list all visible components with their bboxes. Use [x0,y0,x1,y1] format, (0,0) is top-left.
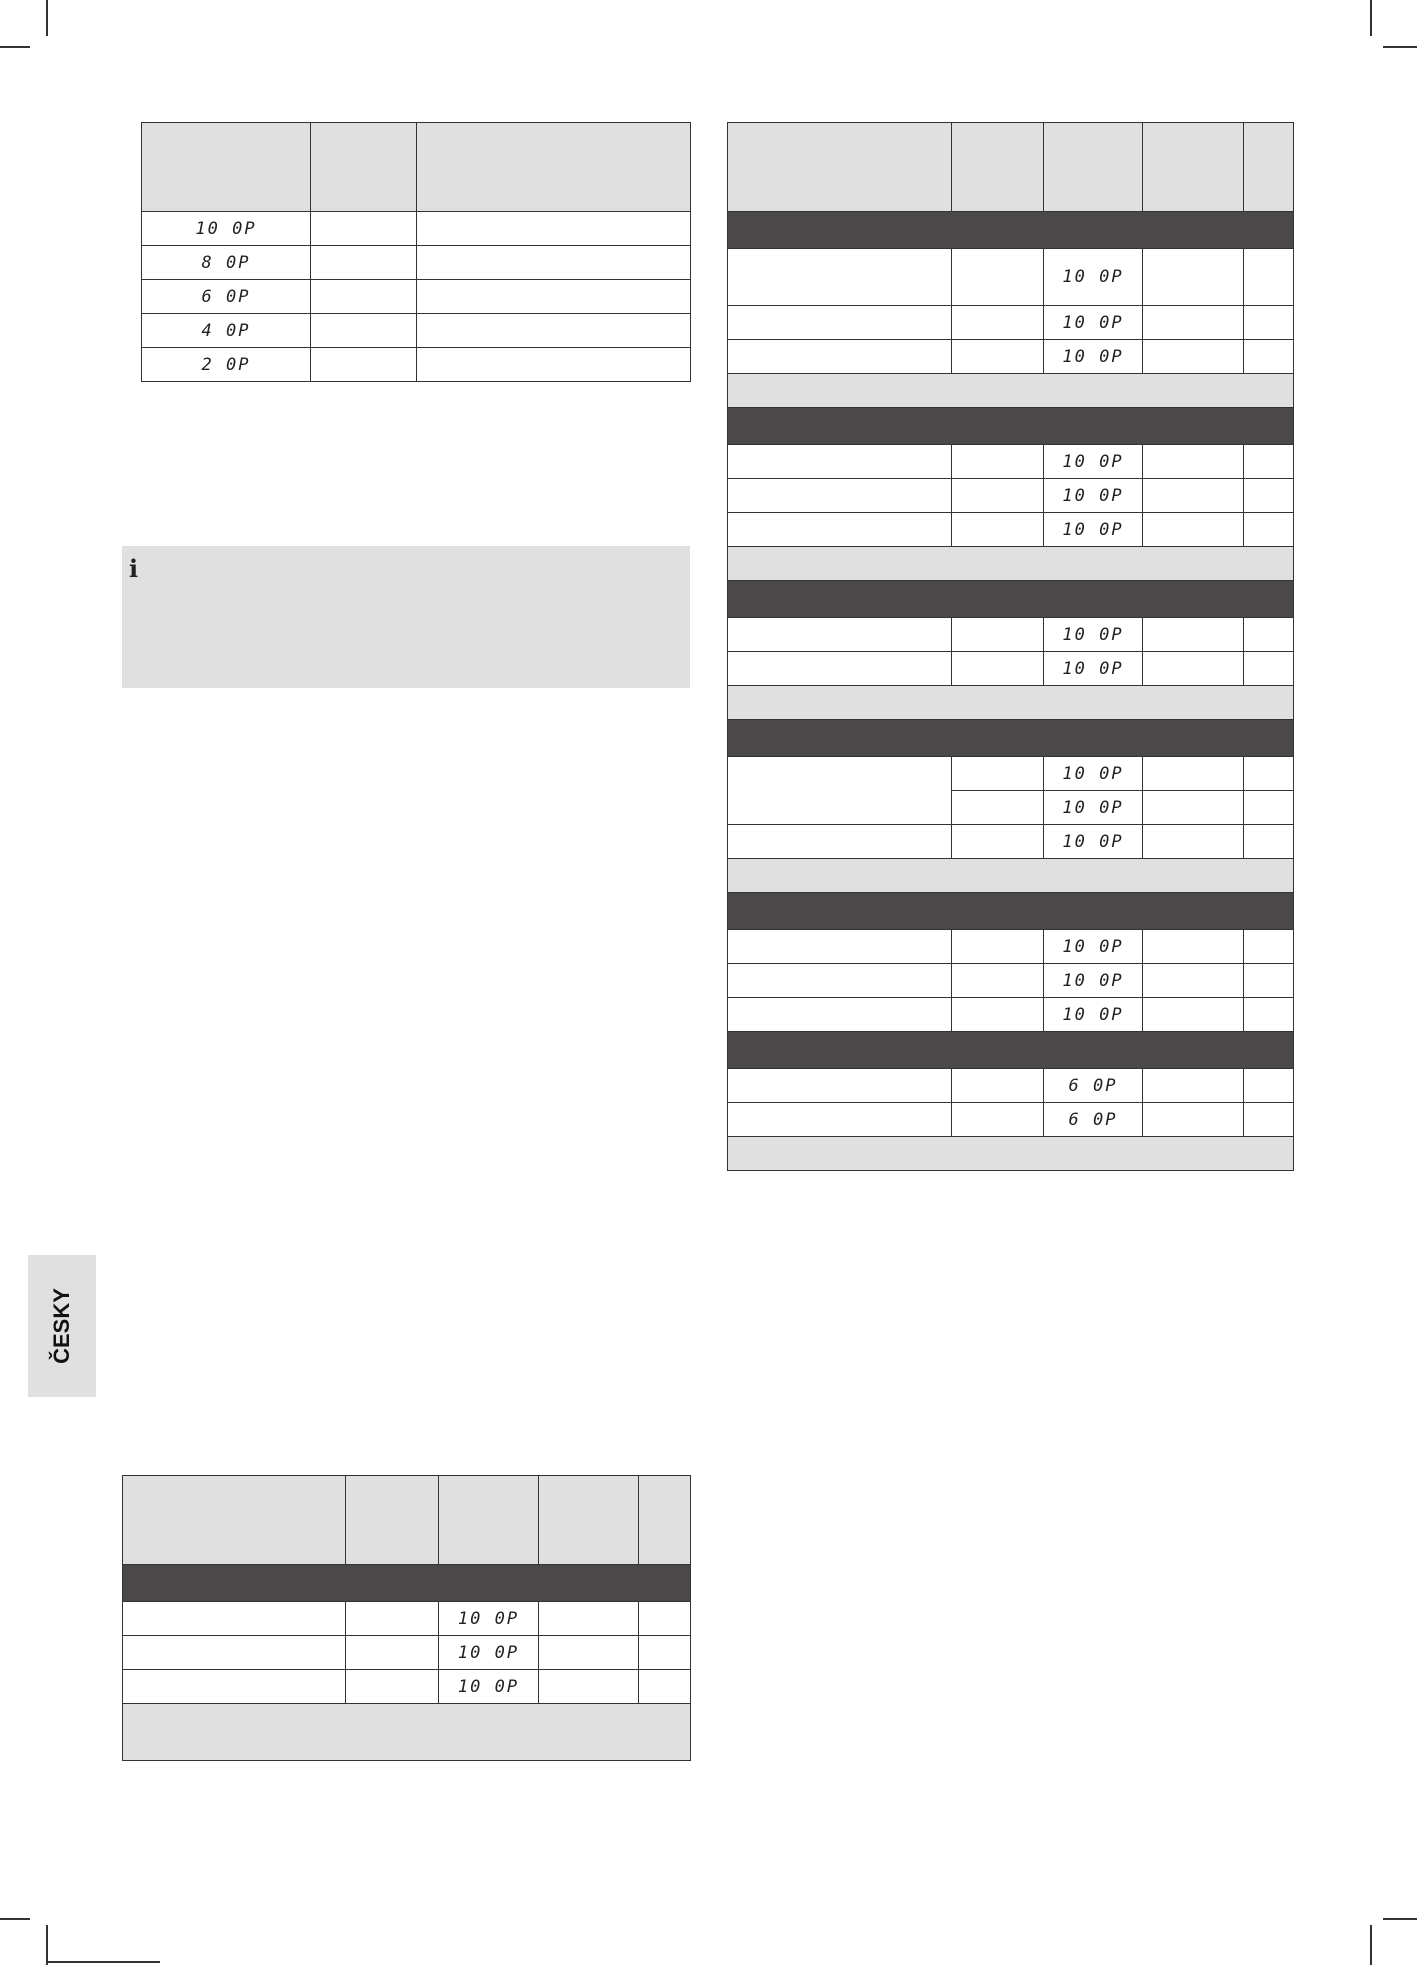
section-header [728,1032,1294,1069]
info-icon: i [129,554,139,583]
power-display: 10 0P [1044,964,1143,998]
table-row [123,1670,691,1704]
crop-mark [1383,1918,1417,1920]
power-display: 10 0P [1044,249,1143,306]
table-row [142,348,691,382]
info-note-box [122,546,690,688]
section-header [728,581,1294,618]
table-row [728,1103,1294,1137]
section-note-row [728,686,1294,720]
table-row [728,652,1294,686]
crop-mark [1370,0,1372,36]
table-row [728,757,1294,791]
section-note-row [728,374,1294,408]
table-row [728,306,1294,340]
section-note-row [728,1137,1294,1171]
language-label: ČESKY [49,1288,74,1364]
table-row [142,212,691,246]
cooking-table-right [727,122,1294,1171]
crop-mark [46,1925,48,1965]
section-header [728,408,1294,445]
section-header [728,720,1294,757]
section-note-row [728,859,1294,893]
table-row [728,249,1294,306]
power-display: 10 0P [1044,791,1143,825]
power-display: 10 0P [1044,757,1143,791]
power-display: 10 0P [1044,618,1143,652]
cooking-table-bottom [122,1475,691,1761]
power-display: 10 0P [1044,306,1143,340]
power-level-table [141,122,691,382]
crop-mark [1383,46,1417,48]
power-display: 4 0P [142,314,311,348]
table-row [728,445,1294,479]
power-display: 6 0P [1044,1103,1143,1137]
table-row [728,930,1294,964]
power-display: 10 0P [439,1602,539,1636]
crop-mark [46,0,48,36]
table-row [142,280,691,314]
table-row [142,314,691,348]
power-display: 10 0P [1044,652,1143,686]
power-display: 10 0P [439,1670,539,1704]
power-display: 10 0P [1044,930,1143,964]
table-row [728,825,1294,859]
section-header [728,893,1294,930]
table-row [728,964,1294,998]
power-display: 10 0P [1044,340,1143,374]
table-row [728,479,1294,513]
crop-mark [0,46,30,48]
section-header [123,1565,691,1602]
table-header [142,123,691,212]
table-row [142,246,691,280]
bottom-rule [46,1961,160,1963]
table-row [728,998,1294,1032]
power-display: 10 0P [1044,445,1143,479]
table-row [728,1069,1294,1103]
table-row [123,1636,691,1670]
power-display: 6 0P [142,280,311,314]
power-display: 10 0P [142,212,311,246]
power-display: 10 0P [439,1636,539,1670]
power-display: 10 0P [1044,998,1143,1032]
crop-mark [0,1918,30,1920]
language-tab [28,1255,96,1397]
section-header [728,212,1294,249]
table-row [728,340,1294,374]
table-header [123,1476,691,1565]
section-note-row [728,547,1294,581]
crop-mark [1370,1925,1372,1965]
table-row [123,1602,691,1636]
power-display: 10 0P [1044,513,1143,547]
power-display: 6 0P [1044,1069,1143,1103]
power-display: 8 0P [142,246,311,280]
power-display: 10 0P [1044,479,1143,513]
power-display: 10 0P [1044,825,1143,859]
power-display: 2 0P [142,348,311,382]
table-row [728,513,1294,547]
table-row [728,618,1294,652]
table-header [728,123,1294,212]
section-note-row [123,1704,691,1761]
